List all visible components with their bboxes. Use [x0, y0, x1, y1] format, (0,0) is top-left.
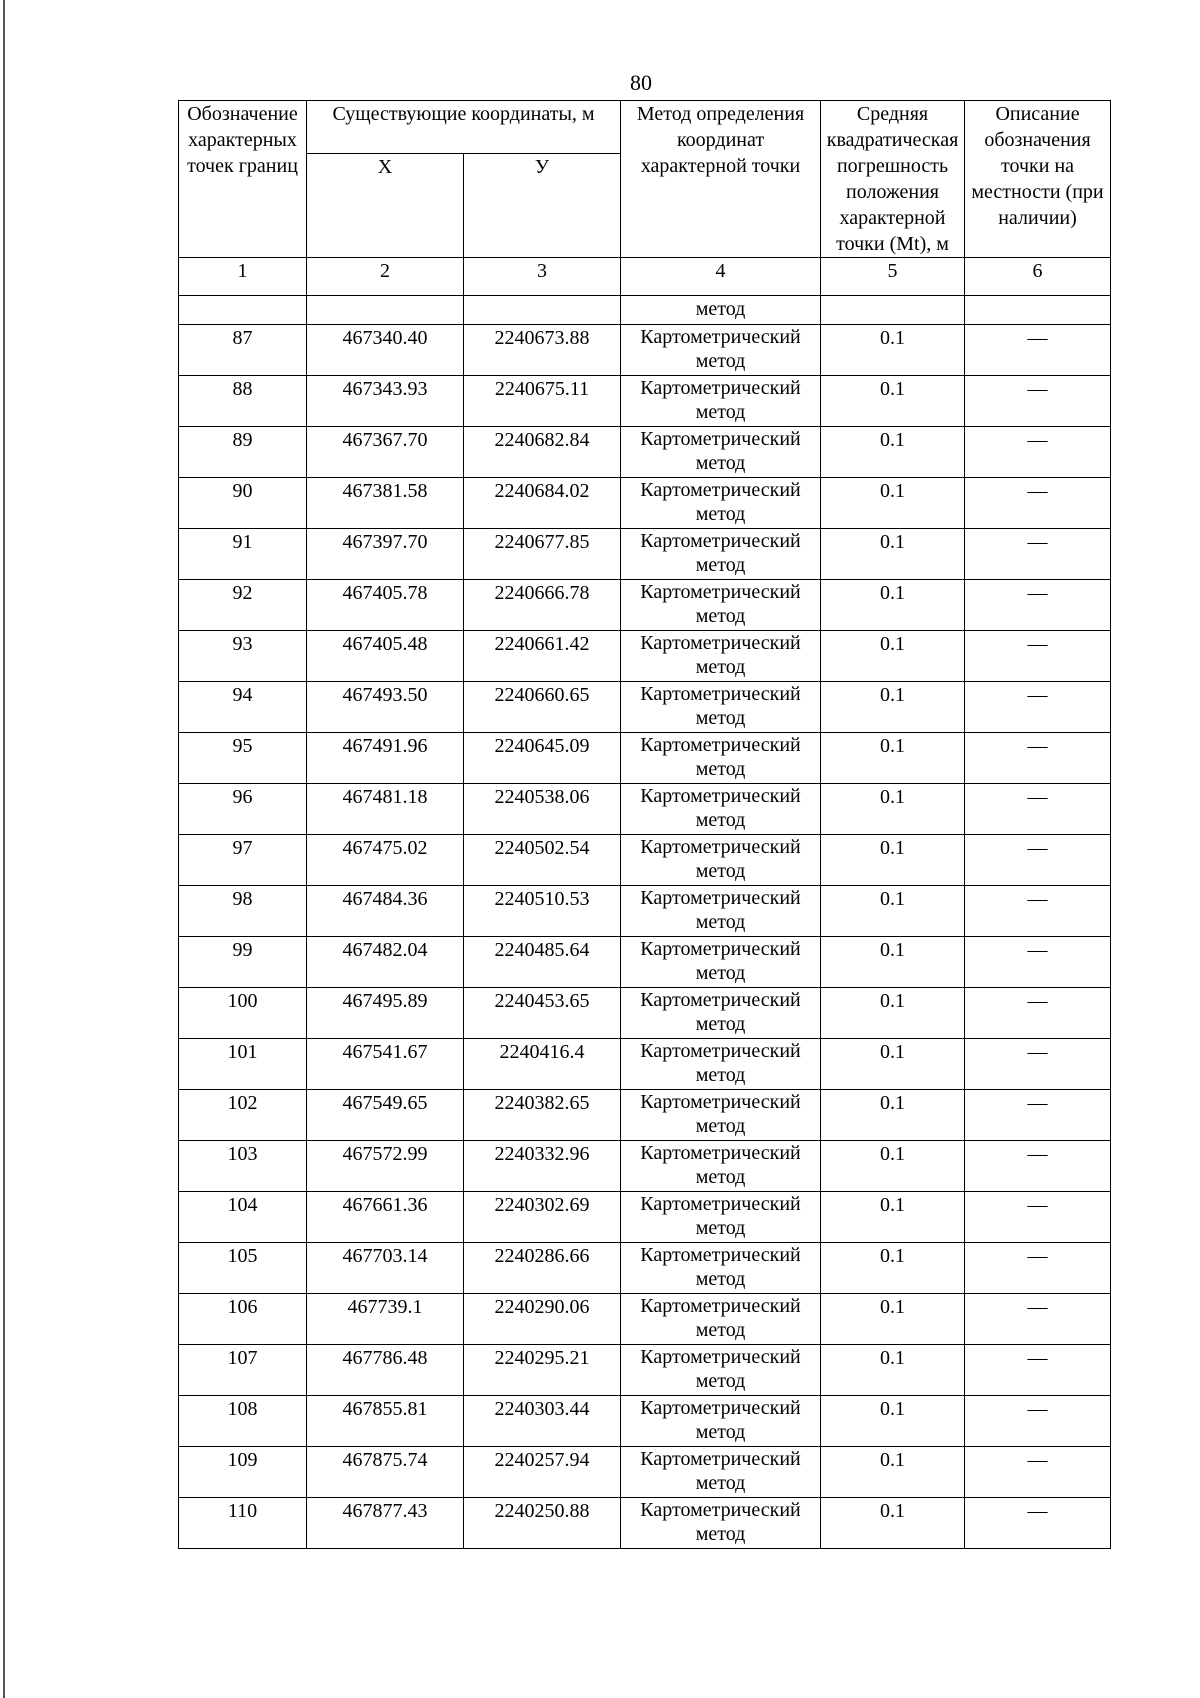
- column-number-6: 6: [965, 258, 1111, 296]
- point-id: 87: [179, 325, 307, 376]
- point-id: 92: [179, 580, 307, 631]
- coord-y: 2240666.78: [464, 580, 621, 631]
- coord-x: 467541.67: [307, 1039, 464, 1090]
- table-row: [179, 835, 1111, 886]
- point-id: 99: [179, 937, 307, 988]
- method-line-1: Картометрический: [640, 530, 801, 552]
- point-id: 110: [179, 1498, 307, 1549]
- mean-error: 0.1: [821, 427, 965, 478]
- method-line-2: метод: [695, 758, 746, 780]
- method-line-2: метод: [695, 554, 746, 576]
- method-line-2: метод: [695, 1421, 746, 1443]
- table-row: [179, 1039, 1111, 1090]
- point-id: 104: [179, 1192, 307, 1243]
- method: [621, 1090, 821, 1141]
- coord-x: 467786.48: [307, 1345, 464, 1396]
- coord-x: 467381.58: [307, 478, 464, 529]
- method-line-2: метод: [695, 605, 746, 627]
- description: —: [965, 1294, 1111, 1345]
- table-row: [179, 1090, 1111, 1141]
- cell-empty: [965, 296, 1111, 325]
- table-body: [179, 296, 1111, 1549]
- mean-error: 0.1: [821, 1396, 965, 1447]
- description: —: [965, 529, 1111, 580]
- method-line-2: метод: [695, 656, 746, 678]
- point-id: 101: [179, 1039, 307, 1090]
- continuation-row: [179, 296, 1111, 325]
- coord-x: 467855.81: [307, 1396, 464, 1447]
- method: [621, 478, 821, 529]
- method: [621, 1345, 821, 1396]
- method-line-2: метод: [695, 1217, 746, 1239]
- method-line-2: метод: [695, 809, 746, 831]
- coord-y: 2240502.54: [464, 835, 621, 886]
- point-id: 90: [179, 478, 307, 529]
- method-line-1: Картометрический: [640, 1397, 801, 1419]
- point-id: 94: [179, 682, 307, 733]
- mean-error: 0.1: [821, 784, 965, 835]
- description: —: [965, 1090, 1111, 1141]
- header-existing-coordinates: Существующие координаты, м: [307, 101, 621, 154]
- coord-x: 467367.70: [307, 427, 464, 478]
- method-line-2: метод: [695, 1013, 746, 1035]
- method-line-2: метод: [695, 911, 746, 933]
- method: [621, 784, 821, 835]
- table-row: [179, 988, 1111, 1039]
- coord-y: 2240485.64: [464, 937, 621, 988]
- method-line-1: Картометрический: [640, 887, 801, 909]
- description: —: [965, 937, 1111, 988]
- method: [621, 529, 821, 580]
- mean-error: 0.1: [821, 325, 965, 376]
- description: —: [965, 1498, 1111, 1549]
- coord-x: 467475.02: [307, 835, 464, 886]
- table-row: [179, 478, 1111, 529]
- point-id: 96: [179, 784, 307, 835]
- point-id: 102: [179, 1090, 307, 1141]
- coord-y: 2240645.09: [464, 733, 621, 784]
- coord-y: 2240453.65: [464, 988, 621, 1039]
- method-line-1: Картометрический: [640, 1295, 801, 1317]
- header-method: Метод определения координат характерной точки: [621, 101, 821, 258]
- table-row: [179, 631, 1111, 682]
- coord-x: 467549.65: [307, 1090, 464, 1141]
- table-row: [179, 1396, 1111, 1447]
- coord-y: 2240250.88: [464, 1498, 621, 1549]
- table-row: [179, 325, 1111, 376]
- coord-y: 2240538.06: [464, 784, 621, 835]
- point-id: 88: [179, 376, 307, 427]
- coord-y: 2240302.69: [464, 1192, 621, 1243]
- description: —: [965, 988, 1111, 1039]
- coord-x: 467405.48: [307, 631, 464, 682]
- coord-y: 2240416.4: [464, 1039, 621, 1090]
- description: —: [965, 478, 1111, 529]
- column-number-4: 4: [621, 258, 821, 296]
- mean-error: 0.1: [821, 835, 965, 886]
- table-row: [179, 580, 1111, 631]
- mean-error: 0.1: [821, 886, 965, 937]
- method-line-1: Картометрический: [640, 1193, 801, 1215]
- method-line-2: метод: [695, 503, 746, 525]
- method: [621, 376, 821, 427]
- page-number: 80: [630, 70, 652, 95]
- coord-x: 467343.93: [307, 376, 464, 427]
- method-line-1: Картометрический: [640, 989, 801, 1011]
- point-id: 97: [179, 835, 307, 886]
- method-line-2: метод: [695, 452, 746, 474]
- cell-empty: [307, 296, 464, 325]
- coord-y: 2240295.21: [464, 1345, 621, 1396]
- mean-error: 0.1: [821, 1039, 965, 1090]
- method: [621, 682, 821, 733]
- method-line-1: Картометрический: [640, 479, 801, 501]
- description: —: [965, 733, 1111, 784]
- table-row: [179, 1294, 1111, 1345]
- method-line-2: метод: [695, 860, 746, 882]
- method: [621, 325, 821, 376]
- method-line-2: метод: [695, 1319, 746, 1341]
- header-point-designation: Обозначение характерных точек границ: [179, 101, 307, 258]
- method-line-1: Картометрический: [640, 581, 801, 603]
- method: [621, 1039, 821, 1090]
- description: —: [965, 886, 1111, 937]
- header-description: Описание обозначения точки на местности (при наличии): [965, 101, 1111, 258]
- description: —: [965, 1192, 1111, 1243]
- cell-empty: [464, 296, 621, 325]
- description: —: [965, 580, 1111, 631]
- mean-error: 0.1: [821, 580, 965, 631]
- coordinates-table: [178, 100, 1111, 1549]
- cell-empty: [179, 296, 307, 325]
- method-line-1: Картометрический: [640, 1244, 801, 1266]
- mean-error: 0.1: [821, 1243, 965, 1294]
- method-line-1: Картометрический: [640, 1142, 801, 1164]
- mean-error: 0.1: [821, 478, 965, 529]
- coord-y: 2240510.53: [464, 886, 621, 937]
- header-x: X: [307, 153, 464, 257]
- table-row: [179, 427, 1111, 478]
- description: —: [965, 1396, 1111, 1447]
- column-number-5: 5: [821, 258, 965, 296]
- description: —: [965, 427, 1111, 478]
- coord-x: 467397.70: [307, 529, 464, 580]
- description: —: [965, 1243, 1111, 1294]
- point-id: 107: [179, 1345, 307, 1396]
- method: [621, 835, 821, 886]
- method-line-1: Картометрический: [640, 428, 801, 450]
- method-line-2: метод: [695, 1523, 746, 1545]
- method-line-2: метод: [695, 962, 746, 984]
- method: [621, 886, 821, 937]
- coord-x: 467703.14: [307, 1243, 464, 1294]
- coord-x: 467493.50: [307, 682, 464, 733]
- table-row: [179, 1192, 1111, 1243]
- method: [621, 427, 821, 478]
- method-line-1: Картометрический: [640, 632, 801, 654]
- description: —: [965, 1039, 1111, 1090]
- method-line-2: метод: [695, 1166, 746, 1188]
- method-line-1: Картометрический: [640, 377, 801, 399]
- coord-y: 2240684.02: [464, 478, 621, 529]
- method-line-1: Картометрический: [640, 938, 801, 960]
- method-line-2: метод: [695, 1115, 746, 1137]
- method: [621, 1294, 821, 1345]
- coord-y: 2240673.88: [464, 325, 621, 376]
- coord-y: 2240382.65: [464, 1090, 621, 1141]
- method-line-2: метод: [695, 1472, 746, 1494]
- point-id: 98: [179, 886, 307, 937]
- description: —: [965, 682, 1111, 733]
- mean-error: 0.1: [821, 988, 965, 1039]
- table-row: [179, 733, 1111, 784]
- point-id: 91: [179, 529, 307, 580]
- page-margin-line: [3, 0, 5, 1698]
- method-line-1: Картометрический: [640, 1499, 801, 1521]
- method: [621, 988, 821, 1039]
- column-number-1: 1: [179, 258, 307, 296]
- point-id: 106: [179, 1294, 307, 1345]
- description: —: [965, 376, 1111, 427]
- coord-y: 2240661.42: [464, 631, 621, 682]
- header-y: У: [464, 153, 621, 257]
- description: —: [965, 631, 1111, 682]
- method: [621, 631, 821, 682]
- method-line-2: метод: [695, 707, 746, 729]
- mean-error: 0.1: [821, 631, 965, 682]
- method: [621, 1498, 821, 1549]
- coord-y: 2240332.96: [464, 1141, 621, 1192]
- mean-error: 0.1: [821, 1192, 965, 1243]
- coord-x: 467661.36: [307, 1192, 464, 1243]
- cell-empty: [821, 296, 965, 325]
- mean-error: 0.1: [821, 1498, 965, 1549]
- method: [621, 1192, 821, 1243]
- table-row: [179, 376, 1111, 427]
- coord-x: 467875.74: [307, 1447, 464, 1498]
- mean-error: 0.1: [821, 1294, 965, 1345]
- coord-x: 467340.40: [307, 325, 464, 376]
- table-row: [179, 1498, 1111, 1549]
- mean-error: 0.1: [821, 682, 965, 733]
- point-id: 109: [179, 1447, 307, 1498]
- point-id: 108: [179, 1396, 307, 1447]
- table-row: [179, 784, 1111, 835]
- coord-y: 2240303.44: [464, 1396, 621, 1447]
- method-line-2: метод: [695, 401, 746, 423]
- table-row: [179, 1447, 1111, 1498]
- point-id: 93: [179, 631, 307, 682]
- mean-error: 0.1: [821, 376, 965, 427]
- coord-y: 2240677.85: [464, 529, 621, 580]
- coord-x: 467739.1: [307, 1294, 464, 1345]
- column-number-row: [179, 258, 1111, 296]
- point-id: 105: [179, 1243, 307, 1294]
- description: —: [965, 1447, 1111, 1498]
- mean-error: 0.1: [821, 1090, 965, 1141]
- method-line-1: Картометрический: [640, 326, 801, 348]
- method-line-1: Картометрический: [640, 1346, 801, 1368]
- column-number-2: 2: [307, 258, 464, 296]
- coord-x: 467495.89: [307, 988, 464, 1039]
- method-line-1: Картометрический: [640, 1091, 801, 1113]
- coord-x: 467877.43: [307, 1498, 464, 1549]
- coord-y: 2240675.11: [464, 376, 621, 427]
- coord-x: 467491.96: [307, 733, 464, 784]
- method-line-2: метод: [695, 350, 746, 372]
- method-line-2: метод: [695, 1268, 746, 1290]
- method-line-1: Картометрический: [640, 785, 801, 807]
- coord-x: 467481.18: [307, 784, 464, 835]
- table-row: [179, 529, 1111, 580]
- continuation-method: метод: [621, 296, 821, 325]
- point-id: 89: [179, 427, 307, 478]
- coord-y: 2240682.84: [464, 427, 621, 478]
- description: —: [965, 1141, 1111, 1192]
- table-row: [179, 937, 1111, 988]
- mean-error: 0.1: [821, 1141, 965, 1192]
- description: —: [965, 784, 1111, 835]
- method-line-1: Картометрический: [640, 1448, 801, 1470]
- method: [621, 937, 821, 988]
- coord-x: 467572.99: [307, 1141, 464, 1192]
- method-line-1: Картометрический: [640, 683, 801, 705]
- coord-x: 467405.78: [307, 580, 464, 631]
- method: [621, 580, 821, 631]
- description: —: [965, 1345, 1111, 1396]
- coord-y: 2240257.94: [464, 1447, 621, 1498]
- coord-y: 2240290.06: [464, 1294, 621, 1345]
- coord-y: 2240286.66: [464, 1243, 621, 1294]
- table-row: [179, 682, 1111, 733]
- mean-error: 0.1: [821, 1447, 965, 1498]
- method: [621, 1447, 821, 1498]
- method-line-1: Картометрический: [640, 734, 801, 756]
- description: —: [965, 835, 1111, 886]
- method-line-1: Картометрический: [640, 1040, 801, 1062]
- method-line-2: метод: [695, 1064, 746, 1086]
- mean-error: 0.1: [821, 529, 965, 580]
- description: —: [965, 325, 1111, 376]
- table-row: [179, 886, 1111, 937]
- point-id: 103: [179, 1141, 307, 1192]
- column-number-3: 3: [464, 258, 621, 296]
- method-line-1: Картометрический: [640, 836, 801, 858]
- method: [621, 1396, 821, 1447]
- mean-error: 0.1: [821, 733, 965, 784]
- method: [621, 733, 821, 784]
- table-row: [179, 1345, 1111, 1396]
- method: [621, 1141, 821, 1192]
- method: [621, 1243, 821, 1294]
- method-line-2: метод: [695, 1370, 746, 1392]
- point-id: 100: [179, 988, 307, 1039]
- mean-error: 0.1: [821, 937, 965, 988]
- table-row: [179, 1141, 1111, 1192]
- coord-y: 2240660.65: [464, 682, 621, 733]
- header-mean-error: Средняя квадратическая погрешность положения характерной точки (Mt), м: [821, 101, 965, 258]
- coord-x: 467484.36: [307, 886, 464, 937]
- mean-error: 0.1: [821, 1345, 965, 1396]
- point-id: 95: [179, 733, 307, 784]
- coord-x: 467482.04: [307, 937, 464, 988]
- table-row: [179, 1243, 1111, 1294]
